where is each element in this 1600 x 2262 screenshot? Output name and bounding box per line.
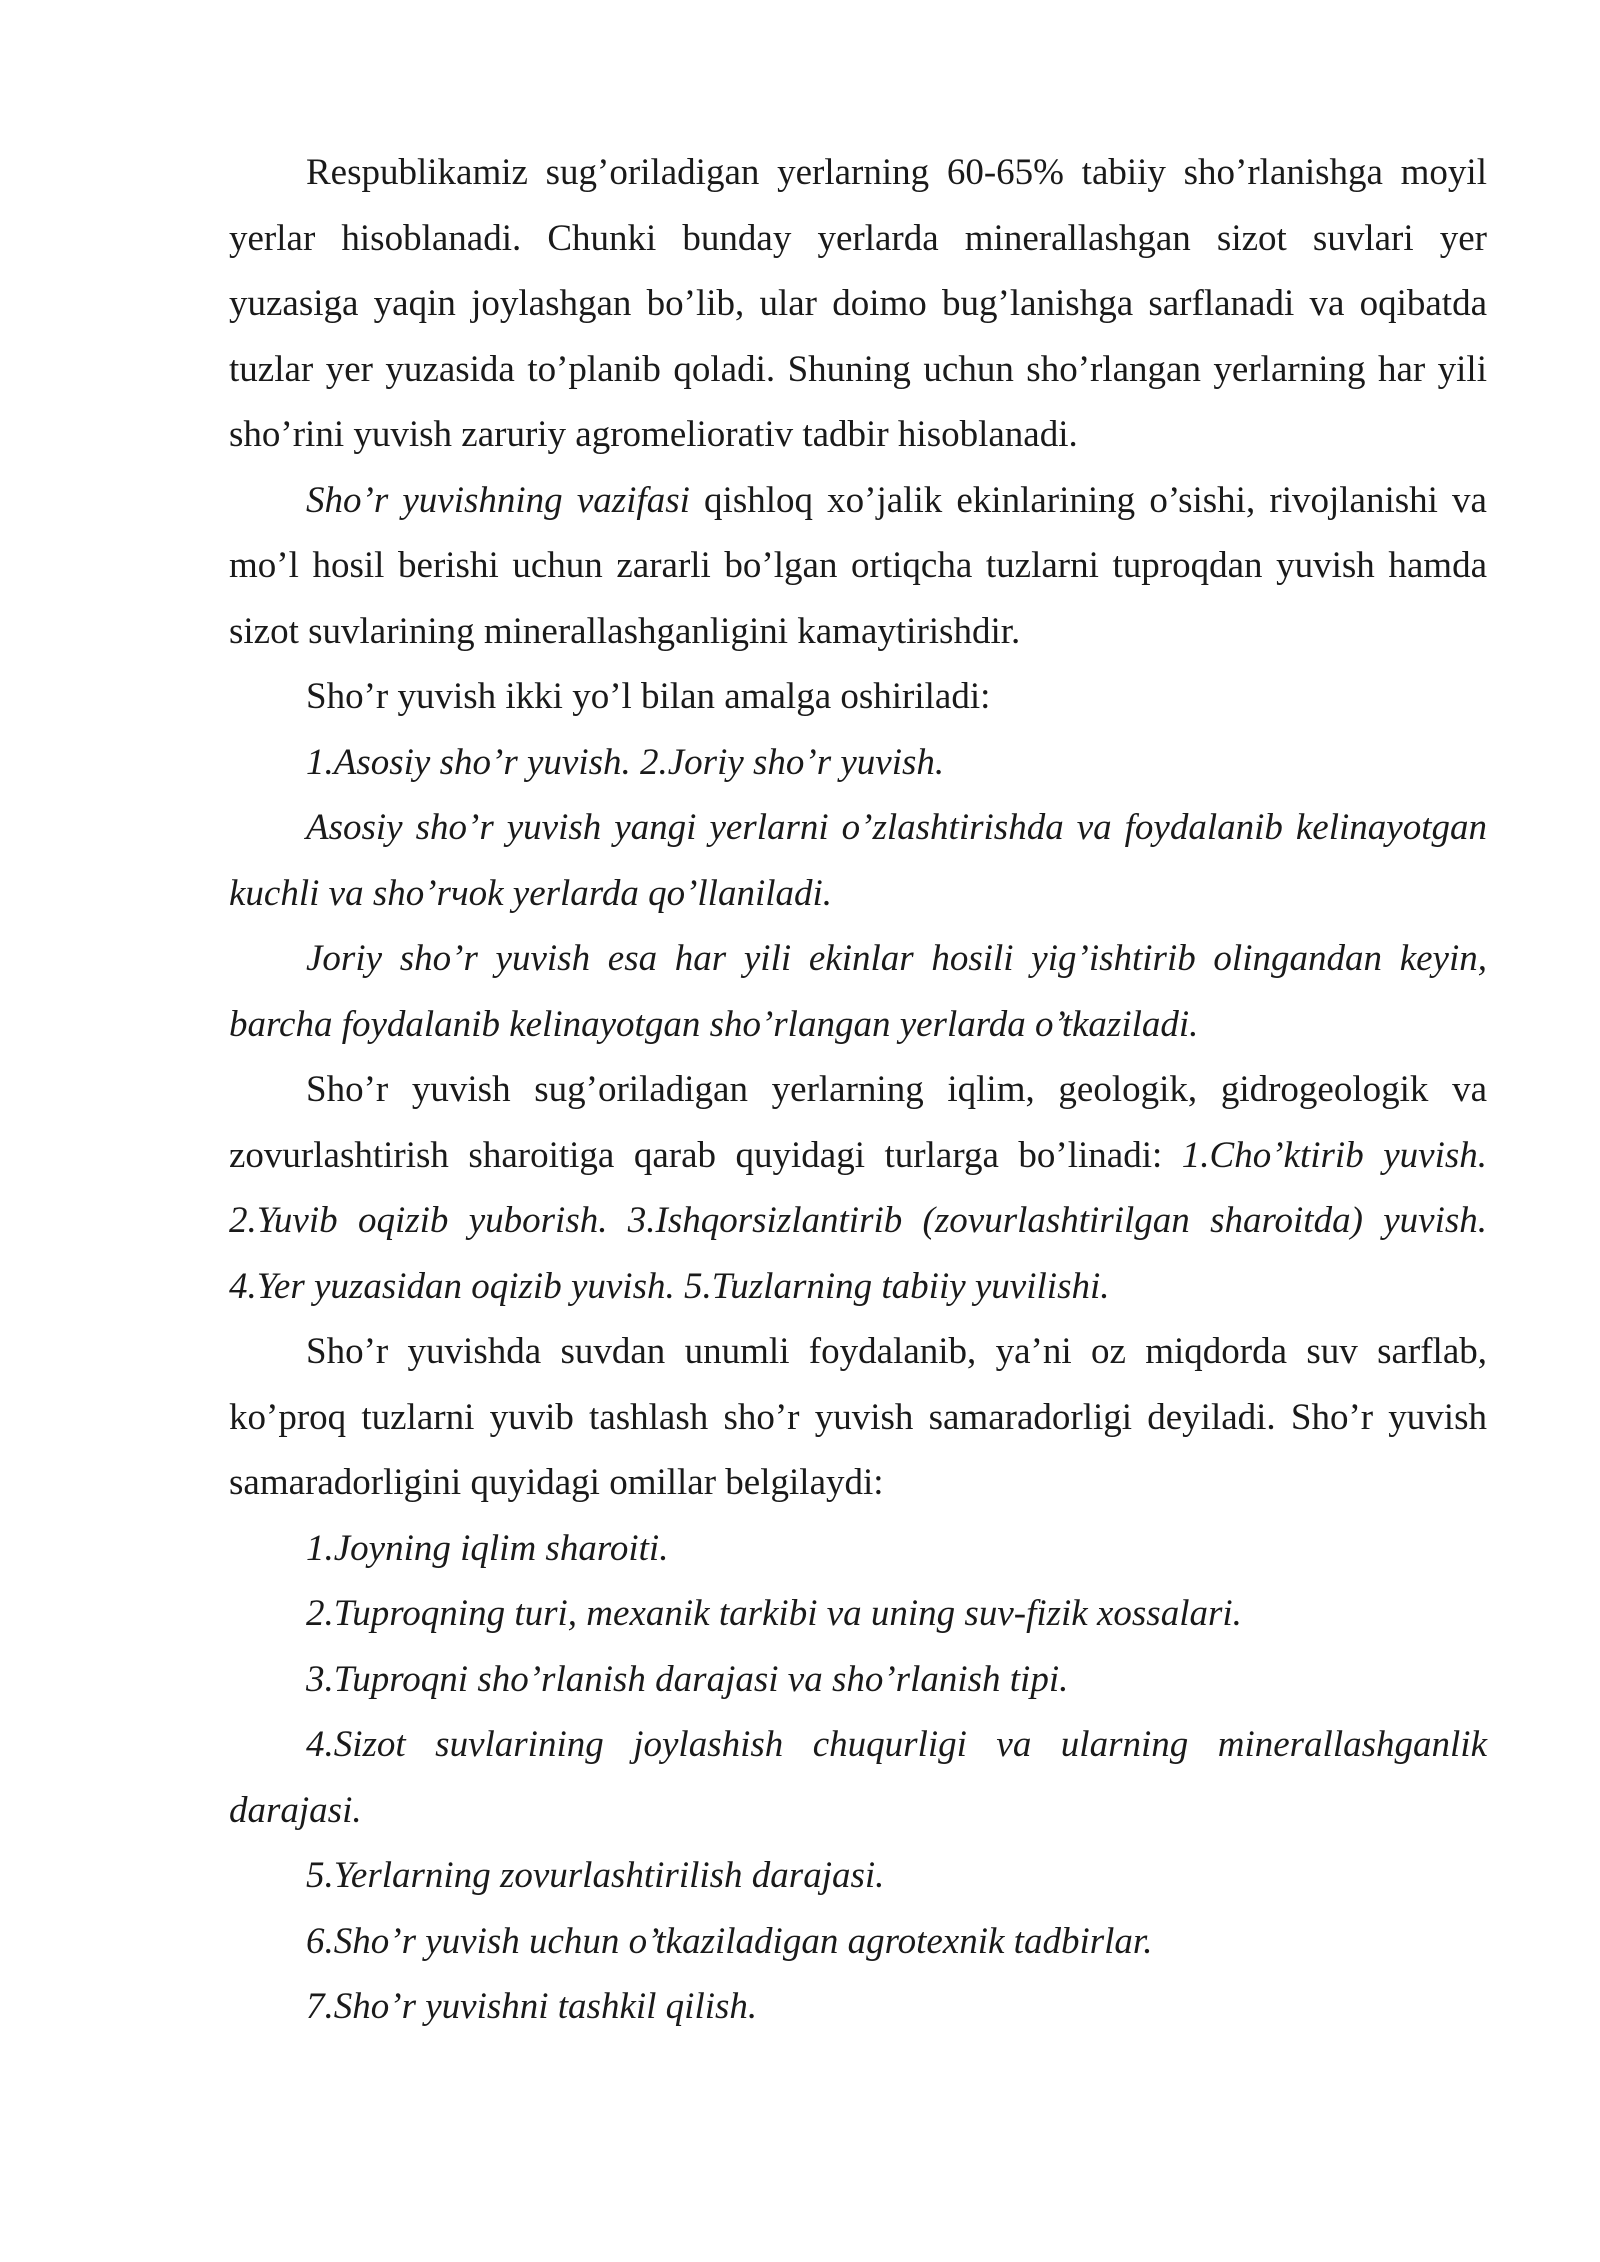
washing-types-lead: Sho’r yuvish sug’oriladigan yerlarning iqlim, geologik, gidrogeologik va zovurlashtirish sharoitiga qarab quyidagi turlarga bo’linadi: xyxy=(229,1069,1487,1176)
paragraph-methods-list: 1.Asosiy sho’r yuvish. 2.Joriy sho’r yuvish. xyxy=(306,741,945,783)
paragraph-main-washing: Asosiy sho’r yuvish yangi yerlarni o’zlashtirishda va foydalanib kelinayotgan kuchli va sho’rчok yerlarda qo’llaniladi. xyxy=(229,807,1487,914)
washing-types-list: 1.Cho’ktirib yuvish. 2.Yuvib oqizib yuborish. 3.Ishqorsizlantirib (zovurlashtirilgan sharoitda) yuvish. 4.Yer yuzasidan oqizib yuvish. 5.Tuzlarning tabiiy yuvilishi. xyxy=(229,1134,1487,1307)
purpose-text: qishloq xo’jalik ekinlarining o’sishi, rivojlanishi va mo’l hosil berishi uchun zararli bo’lgan ortiqcha tuzlarni tuproqdan yuvish hamda sizot suvlarining minerallashganligini kamaytirishdir. xyxy=(229,479,1487,652)
factor-item: 3.Tuproqni sho’rlanish darajasi va sho’rlanish tipi. xyxy=(306,1658,1069,1700)
paragraph-current-washing: Joriy sho’r yuvish esa har yili ekinlar hosili yig’ishtirib olingandan keyin, barcha foydalanib kelinayotgan sho’rlangan yerlarda o’tkaziladi. xyxy=(229,938,1487,1045)
factor-item: 6.Sho’r yuvish uchun o’tkaziladigan agrotexnik tadbirlar. xyxy=(306,1920,1153,1962)
factor-item: 4.Sizot suvlarining joylashish chuqurligi va ularning minerallashganlik darajasi. xyxy=(229,1724,1487,1831)
document-page xyxy=(229,140,1487,2040)
factor-item: 2.Tuproqning turi, mexanik tarkibi va uning suv-fizik xossalari. xyxy=(306,1593,1242,1634)
paragraph-intro: Respublikamiz sug’oriladigan yerlarning 60-65% tabiiy sho’rlanishga moyil yerlar hisoblanadi. Chunki bunday yerlarda minerallashgan sizot suvlari yer yuzasiga yaqin joylashgan bo’lib, ular doimo bug’lanishga sarflanadi va oqibatda tuzlar yer yuzasida to’planib qoladi. Shuning uchun sho’rlangan yerlarning har yili sho’rini yuvish zaruriy agromeliorativ tadbir hisoblanadi. xyxy=(229,152,1487,455)
factor-item: 5.Yerlarning zovurlashtirilish darajasi. xyxy=(306,1855,885,1896)
factor-item: 1.Joyning iqlim sharoiti. xyxy=(306,1527,669,1569)
term-purpose: Sho’r yuvishning vazifasi xyxy=(306,479,690,521)
paragraph-efficiency: Sho’r yuvishda suvdan unumli foydalanib, ya’ni oz miqdorda suv sarflab, ko’proq tuzlarni yuvib tashlash sho’r yuvish samaradorligi deyiladi. Sho’r yuvish samaradorligini quyidagi omillar belgilaydi: xyxy=(229,1331,1487,1503)
paragraph-methods-intro: Sho’r yuvish ikki yo’l bilan amalga oshiriladi: xyxy=(306,676,991,717)
factor-item: 7.Sho’r yuvishni tashkil qilish. xyxy=(306,1986,758,2027)
paragraph-washing-types xyxy=(229,1057,1487,1319)
paragraph-purpose xyxy=(229,468,1487,665)
